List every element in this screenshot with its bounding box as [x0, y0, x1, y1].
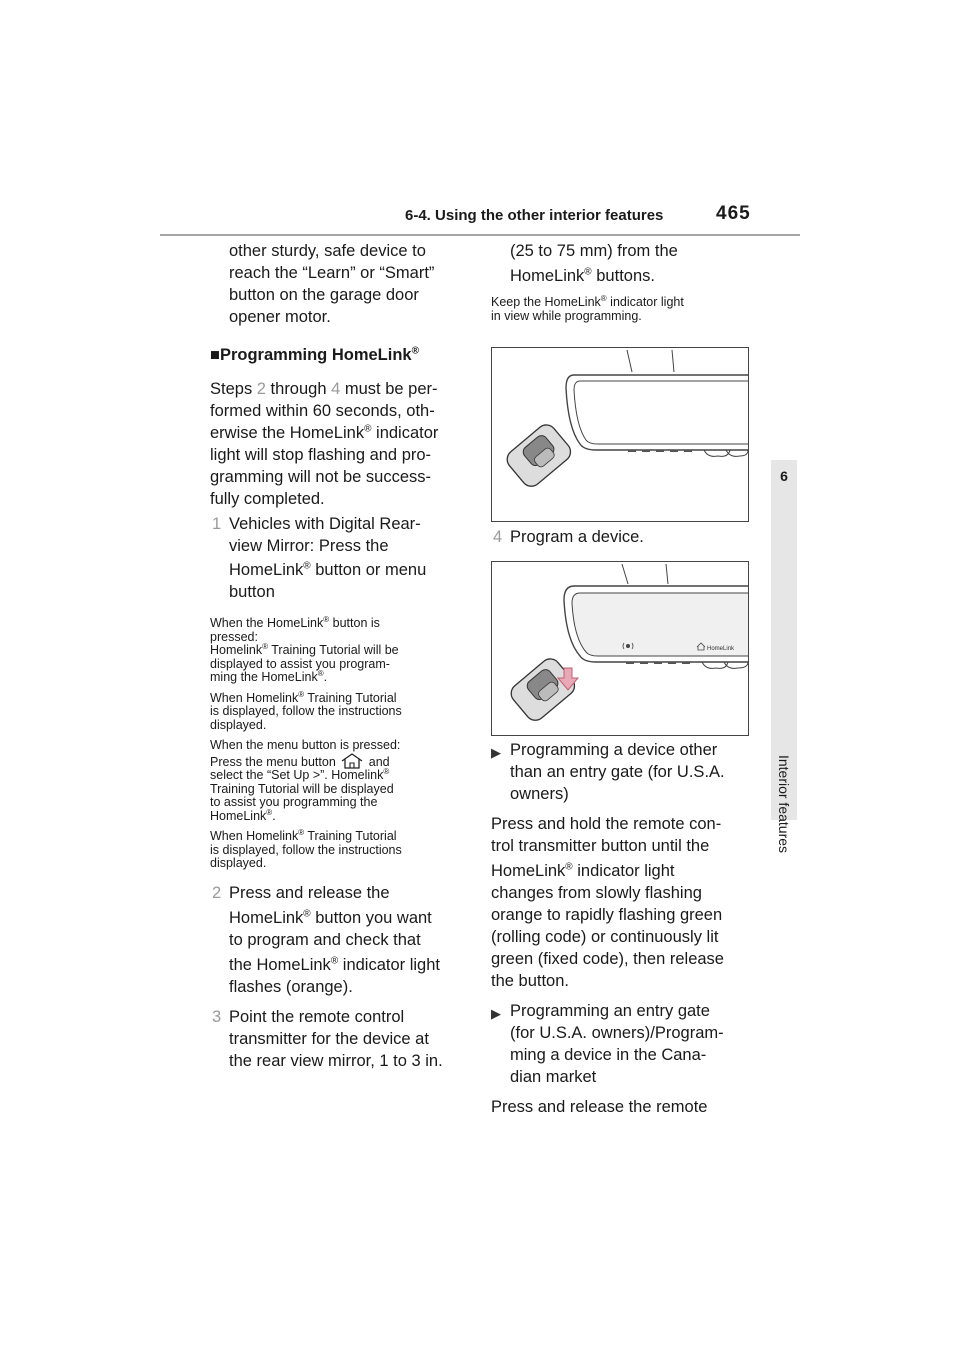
bullet-entry-gate: ▶ Programming an entry gate (for U.S.A. owners)/Program- ming a device in the Cana- dian market	[491, 1002, 724, 1086]
step-2: 2 Press and release the HomeLink® button you want to program and check that the HomeLink® indicator light flashes (orange).	[212, 883, 440, 996]
note-menu-button: When the menu button is pressed: Press the menu button and select the “Set Up >”. Homelink® Training Tutorial will be displayed to assist you programming the HomeLink®.	[210, 738, 401, 823]
page-number: 465	[716, 203, 751, 224]
note-tutorial-1: When Homelink® Training Tutorial is displayed, follow the instructions displayed.	[210, 689, 402, 732]
note-tutorial-2: When Homelink® Training Tutorial is displayed, follow the instructions displayed.	[210, 827, 402, 870]
para-press-hold: Press and hold the remote con- trol transmitter button until the HomeLink® indicator light changes from slowly flashing orange to rapidly flashing green (rolling code) or continuously lit green (fixed code), then release the button.	[491, 815, 724, 990]
note-keep-indicator: Keep the HomeLink® indicator light in view while programming.	[491, 293, 684, 323]
bullet-other-device: ▶ Programming a device other than an entry gate (for U.S.A. owners)	[491, 741, 725, 803]
step-3-continued: (25 to 75 mm) from the HomeLink® buttons.	[510, 242, 678, 285]
house-icon	[339, 753, 365, 767]
right-column-lower	[491, 739, 751, 1118]
step-4: 4 Program a device.	[493, 528, 644, 546]
step-1: 1 Vehicles with Digital Rear- view Mirror: Press the HomeLink® button or menu button	[212, 515, 427, 601]
section-heading: ■Programming HomeLink®	[210, 345, 419, 364]
para-press-release: Press and release the remote	[491, 1098, 708, 1116]
step-3: 3 Point the remote control transmitter for the device at the rear view mirror, 1 to 3 in.	[212, 1007, 443, 1070]
intro-text: other sturdy, safe device to reach the “Learn” or “Smart” button on the garage door opener motor.	[229, 242, 435, 326]
figure-program-device	[491, 561, 749, 736]
homelink-label: HomeLink	[707, 646, 735, 652]
note-homelink-button: When the HomeLink® button is pressed: Homelink® Training Tutorial will be displayed to assist you program- ming the HomeLink®.	[210, 614, 399, 684]
remote-transmitter	[503, 421, 574, 490]
steps-intro: Steps 2 through 4 must be per- formed within 60 seconds, oth- erwise the HomeLink® indicator light will stop flashing and pro- gramming will not be success- fully completed.	[210, 380, 439, 508]
chapter-label: Interior features	[776, 754, 792, 854]
chapter-number: 6	[780, 468, 788, 484]
left-column	[210, 240, 470, 1072]
right-column	[491, 240, 751, 323]
section-title: 6-4. Using the other interior features	[405, 207, 664, 224]
header-rule	[160, 234, 800, 236]
figure-mirror-remote	[491, 347, 749, 522]
